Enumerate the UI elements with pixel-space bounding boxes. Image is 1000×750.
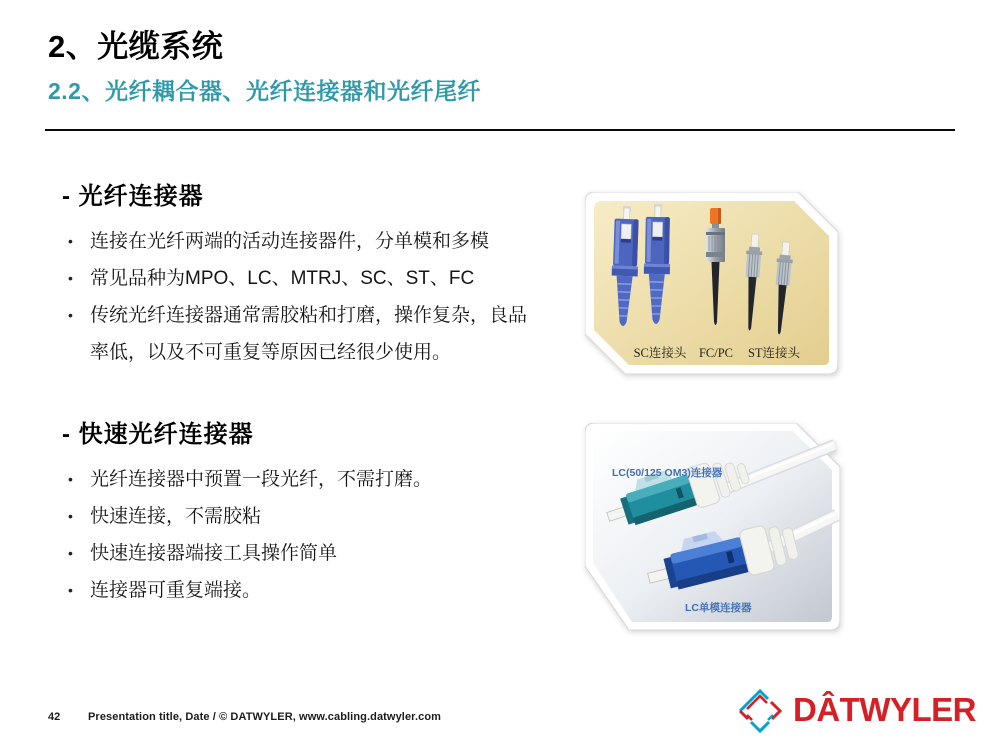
list-item xyxy=(62,498,538,535)
list-item xyxy=(62,572,538,609)
bullet-icon: • xyxy=(68,307,73,323)
list-item xyxy=(62,535,538,572)
list-item xyxy=(62,223,538,260)
label-lc-singlemode: LC单模连接器 xyxy=(685,602,752,614)
bullet-icon: • xyxy=(68,471,73,487)
bullet-text: 快速连接，不需胶粘 xyxy=(90,506,262,527)
bullet-text: 连接在光纤两端的活动连接器件，分单模和多模 xyxy=(90,231,490,252)
bullet-icon: • xyxy=(68,270,73,286)
list-item xyxy=(62,260,538,297)
bullet-text: 常见品种为MPO、LC、MTRJ、SC、ST、FC xyxy=(90,268,475,289)
caption-st: ST连接头 xyxy=(747,346,801,360)
bullet-icon: • xyxy=(68,582,73,598)
section-heading: - 光纤连接器 xyxy=(62,183,204,210)
label-lc-om3: LC(50/125 OM3)连接器 xyxy=(612,467,723,479)
section-quick-fiber-connector xyxy=(62,414,538,609)
section-heading: - 快速光纤连接器 xyxy=(62,421,254,448)
section-fiber-connector xyxy=(62,176,538,371)
bullet-text: 连接器可重复端接。 xyxy=(90,580,262,601)
logo-wordmark: DÂTWYLER xyxy=(793,690,976,728)
list-item xyxy=(62,297,538,371)
bullet-text: 快速连接器端接工具操作简单 xyxy=(90,543,338,564)
figure-lc-connectors-photo xyxy=(585,423,840,630)
bullet-list xyxy=(62,461,538,609)
list-item xyxy=(62,461,538,498)
bullet-icon: • xyxy=(68,508,73,524)
bullet-icon: • xyxy=(68,545,73,561)
datwyler-logo xyxy=(734,684,976,734)
figure-connector-types-photo xyxy=(585,192,838,374)
bullet-text: 传统光纤连接器通常需胶粘和打磨，操作复杂，良品率低，以及不可重复等原因已经很少使用。 xyxy=(90,305,528,363)
caption-fc: FC/PC xyxy=(698,346,734,360)
caption-sc: SC连接头 xyxy=(633,346,687,360)
bullet-text: 光纤连接器中预置一段光纤，不需打磨。 xyxy=(90,469,433,490)
page-subtitle: 2.2、光纤耦合器、光纤连接器和光纤尾纤 xyxy=(48,78,481,104)
divider-line xyxy=(45,129,955,131)
page-title: 2、光缆系统 xyxy=(48,29,224,64)
page-number: 42 xyxy=(48,711,61,723)
bullet-list xyxy=(62,223,538,371)
bullet-icon: • xyxy=(68,233,73,249)
datwyler-diamond-icon xyxy=(734,684,786,734)
footer-text: Presentation title, Date / © DATWYLER, www.cabling.datwyler.com xyxy=(88,711,442,723)
